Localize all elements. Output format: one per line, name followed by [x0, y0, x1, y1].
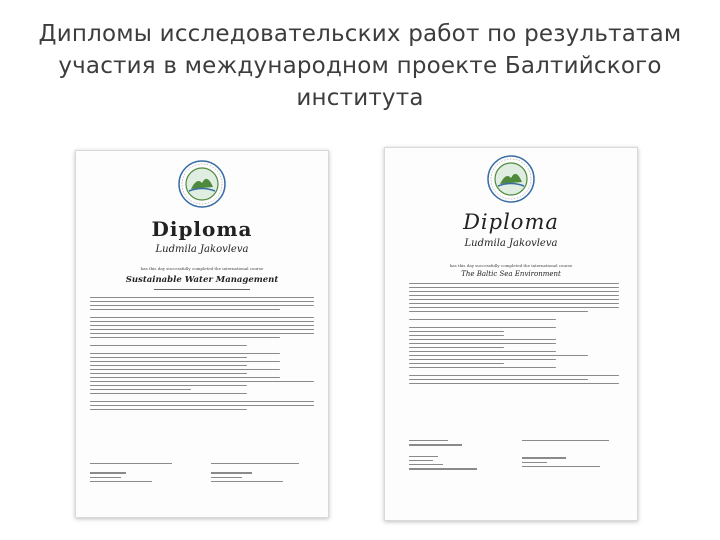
recipient-name: Ludmila Jakovleva: [155, 244, 249, 255]
recipient-name: Ludmila Jakovleva: [464, 238, 558, 249]
signature-left: [409, 440, 506, 473]
diploma-baltic-sea: [384, 147, 638, 521]
signature-right: [522, 440, 619, 470]
diploma-sustainable-water: [75, 150, 329, 518]
completion-statement: has this day successfully completed the international course: [449, 263, 573, 268]
diploma-heading: Diploma: [151, 217, 253, 241]
completion-statement: has this day successfully completed the international course: [140, 266, 264, 271]
baltic-university-logo-icon: [177, 159, 227, 209]
slide-title-line-1: Дипломы исследовательских работ по результатам: [38, 21, 682, 47]
diploma-body-text: [90, 297, 314, 413]
baltic-university-logo-icon: [486, 154, 536, 204]
diploma-body-text: [409, 283, 619, 387]
slide-title: [30, 18, 690, 114]
diploma-heading: Diploma: [463, 210, 559, 234]
slide-title-line-3: института: [296, 85, 424, 111]
signature-left: [90, 463, 193, 485]
course-title: The Baltic Sea Environment: [461, 270, 561, 278]
slide-title-line-2: участия в международном проекте Балтийского: [58, 53, 662, 79]
course-underline: [154, 289, 250, 290]
signature-right: [211, 463, 314, 485]
course-title: Sustainable Water Management: [125, 275, 279, 285]
